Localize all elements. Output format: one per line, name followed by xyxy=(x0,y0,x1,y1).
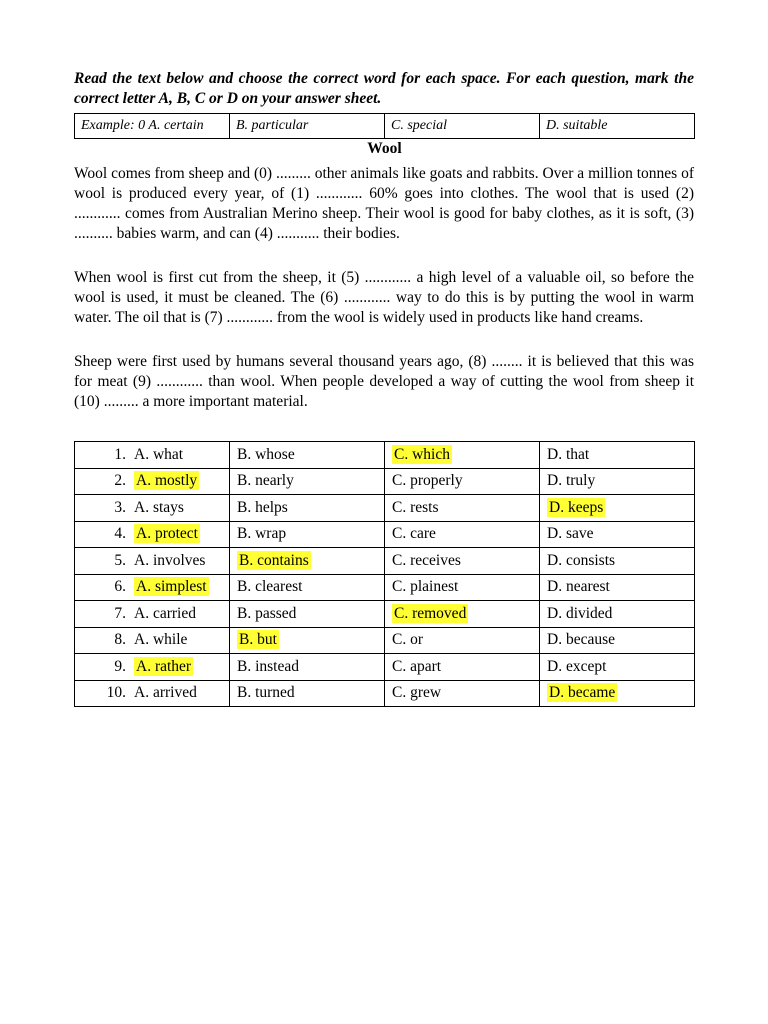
option-cell xyxy=(540,654,695,681)
option-text: B. instead xyxy=(237,657,299,675)
option-text: B. whose xyxy=(237,445,295,463)
example-cell-3: D. suitable xyxy=(540,114,695,139)
option-cell xyxy=(75,680,230,707)
option-text: D. truly xyxy=(547,472,596,490)
question-number: 8. xyxy=(114,631,126,649)
paragraph-2: When wool is first cut from the sheep, it (5) ............ a high level of a valuable oil, so before the wool is used, it must be cleaned. The (6) ............ way to do this is by putting the wool in warm water. The oil that is (7) ............ from the wool is widely used in products like hand creams. xyxy=(74,269,694,326)
option-cell xyxy=(385,654,540,681)
option-cell xyxy=(75,654,230,681)
option-text: B. wrap xyxy=(237,525,287,543)
option-text: C. care xyxy=(392,525,436,543)
question-number: 10. xyxy=(106,684,126,702)
option-cell xyxy=(75,468,230,495)
option-text: B. nearly xyxy=(237,472,294,490)
option-cell xyxy=(75,442,230,469)
option-cell xyxy=(540,495,695,522)
question-number: 2. xyxy=(114,472,126,490)
option-text: B. passed xyxy=(237,604,297,622)
option-cell xyxy=(385,601,540,628)
highlighted-answer: D. keeps xyxy=(549,498,604,516)
question-row xyxy=(75,601,695,628)
question-number: 7. xyxy=(114,604,126,622)
question-row xyxy=(75,468,695,495)
question-row xyxy=(75,521,695,548)
option-text: D. except xyxy=(547,657,607,675)
option-cell xyxy=(230,627,385,654)
question-number: 1. xyxy=(114,445,126,463)
option-text: C. rests xyxy=(392,498,439,516)
option-cell xyxy=(230,548,385,575)
option-cell xyxy=(230,574,385,601)
text-title: Wool xyxy=(367,140,402,157)
question-row xyxy=(75,548,695,575)
option-text: C. plainest xyxy=(392,578,459,596)
question-number: 6. xyxy=(114,578,126,596)
option-text: A. what xyxy=(134,445,184,463)
answer-options-body xyxy=(75,442,695,707)
option-cell xyxy=(230,601,385,628)
option-text: A. carried xyxy=(134,604,196,622)
paragraph-3: Sheep were first used by humans several thousand years ago, (8) ........ it is believed that this was for meat (9) ............ than wool. When people developed a way of cutting the wool from sheep it (10) ......... a more important material. xyxy=(74,353,694,410)
example-cell-2: C. special xyxy=(385,114,540,139)
option-text: D. divided xyxy=(547,604,613,622)
option-cell xyxy=(385,521,540,548)
option-text: C. receives xyxy=(392,551,461,569)
question-number: 5. xyxy=(114,551,126,569)
question-number: 3. xyxy=(114,498,126,516)
example-row xyxy=(75,114,695,139)
paragraph-1: Wool comes from sheep and (0) ......... other animals like goats and rabbits. Over a million tonnes of wool is produced every year, of (1) ............ 60% goes into clothes. The wool that is used (2) ............ comes from Australian Merino sheep. Their wool is good for baby clothes, as it is soft, (3) .......... babies warm, and can (4) ........... their bodies. xyxy=(74,165,694,242)
option-cell xyxy=(540,680,695,707)
question-row xyxy=(75,680,695,707)
option-text: A. arrived xyxy=(134,684,197,702)
option-text: D. because xyxy=(547,631,615,649)
option-cell xyxy=(385,442,540,469)
option-cell xyxy=(230,654,385,681)
option-text: B. turned xyxy=(237,684,295,702)
question-row xyxy=(75,574,695,601)
option-cell xyxy=(540,601,695,628)
option-cell xyxy=(75,495,230,522)
option-cell xyxy=(385,574,540,601)
option-text: B. clearest xyxy=(237,578,303,596)
option-cell xyxy=(75,548,230,575)
option-cell xyxy=(230,521,385,548)
option-cell xyxy=(540,442,695,469)
question-row xyxy=(75,627,695,654)
option-cell xyxy=(385,495,540,522)
option-cell xyxy=(230,495,385,522)
highlighted-answer: B. but xyxy=(239,631,277,649)
option-cell xyxy=(385,627,540,654)
option-text: D. save xyxy=(547,525,594,543)
example-cell-1: B. particular xyxy=(230,114,385,139)
option-text: C. apart xyxy=(392,657,442,675)
example-cell-0: Example: 0 A. certain xyxy=(75,114,230,139)
highlighted-answer: A. rather xyxy=(136,657,192,675)
highlighted-answer: A. protect xyxy=(136,525,198,543)
option-cell xyxy=(540,548,695,575)
option-cell xyxy=(230,680,385,707)
highlighted-answer: B. contains xyxy=(239,551,309,569)
question-row xyxy=(75,654,695,681)
option-text: D. that xyxy=(547,445,590,463)
option-cell xyxy=(75,574,230,601)
highlighted-answer: A. mostly xyxy=(136,472,198,490)
option-cell xyxy=(230,468,385,495)
highlighted-answer: C. which xyxy=(394,445,450,463)
option-cell xyxy=(75,601,230,628)
highlighted-answer: A. simplest xyxy=(136,578,207,596)
option-text: A. stays xyxy=(134,498,184,516)
option-text: D. nearest xyxy=(547,578,610,596)
question-row xyxy=(75,442,695,469)
highlighted-answer: D. became xyxy=(549,684,616,702)
option-text: A. while xyxy=(134,631,188,649)
option-text: D. consists xyxy=(547,551,616,569)
option-text: C. properly xyxy=(392,472,463,490)
option-cell xyxy=(75,627,230,654)
option-cell xyxy=(540,521,695,548)
option-text: C. or xyxy=(392,631,423,649)
question-number: 9. xyxy=(114,657,126,675)
option-text: A. involves xyxy=(134,551,206,569)
question-number: 4. xyxy=(114,525,126,543)
option-cell xyxy=(540,627,695,654)
option-cell xyxy=(75,521,230,548)
example-table xyxy=(74,113,695,139)
option-cell xyxy=(540,574,695,601)
option-cell xyxy=(385,680,540,707)
instructions: Read the text below and choose the correct word for each space. For each question, mark the correct letter A, B, C or D on your answer sheet. xyxy=(74,70,694,107)
option-cell xyxy=(385,468,540,495)
answer-options-table xyxy=(74,441,695,707)
highlighted-answer: C. removed xyxy=(394,604,467,622)
option-cell xyxy=(385,548,540,575)
option-text: C. grew xyxy=(392,684,442,702)
option-cell xyxy=(230,442,385,469)
option-text: B. helps xyxy=(237,498,288,516)
question-row xyxy=(75,495,695,522)
option-cell xyxy=(540,468,695,495)
